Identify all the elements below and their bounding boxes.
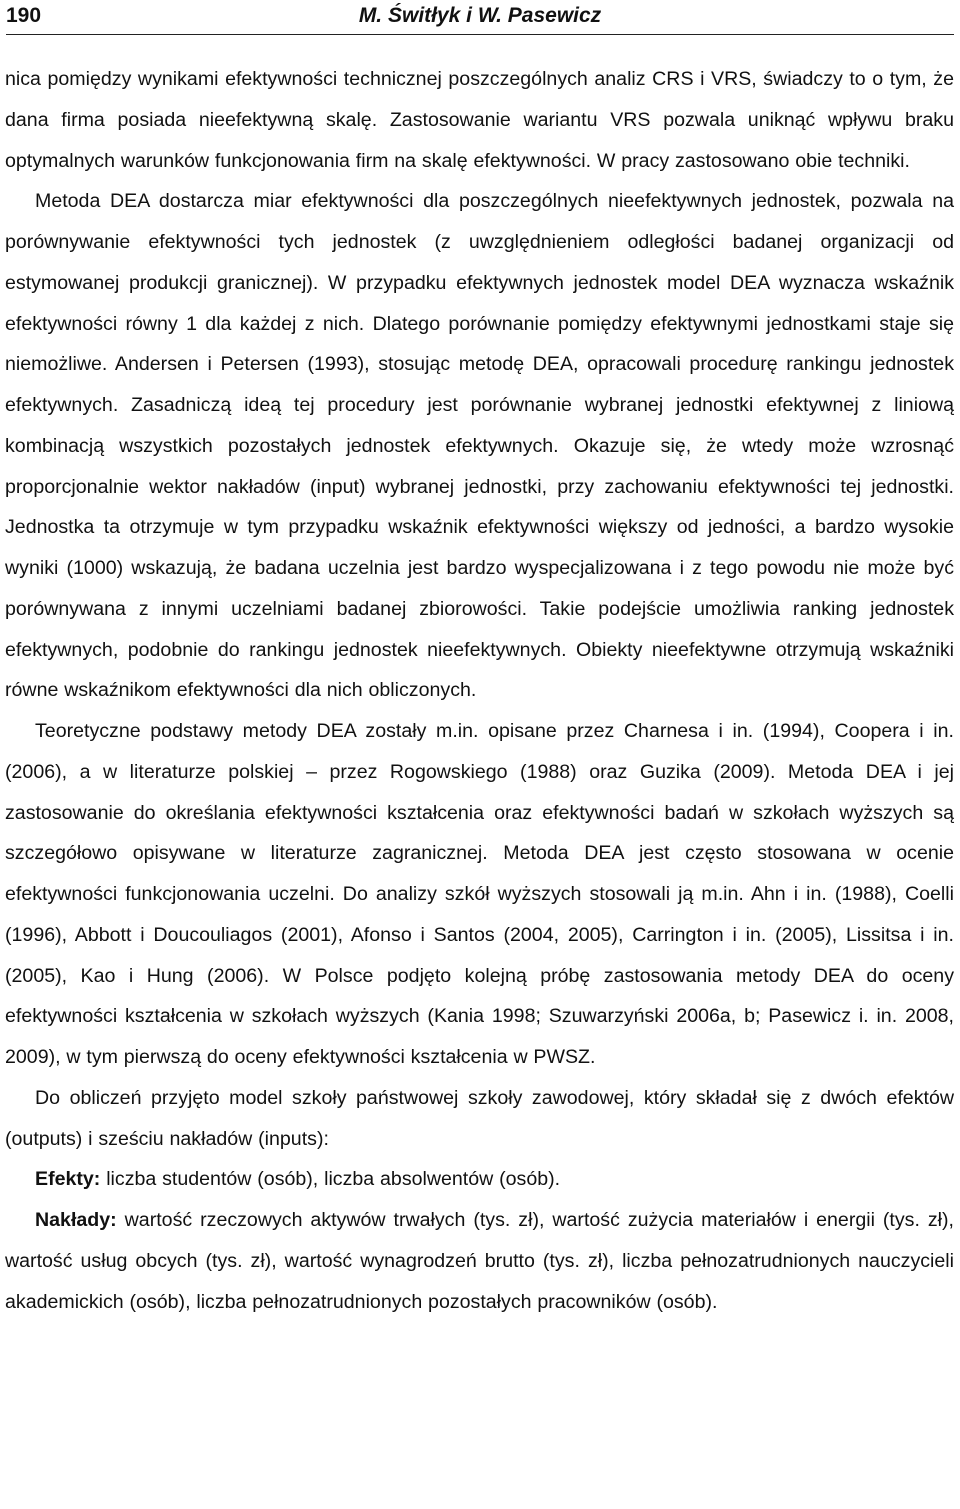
outputs-text: liczba studentów (osób), liczba absolwentów (osób). — [106, 1168, 561, 1191]
page-header — [6, 4, 954, 35]
page-number: 190 — [6, 4, 42, 27]
outputs-label: Efekty: — [35, 1168, 101, 1191]
paragraph-continuation: nica pomiędzy wynikami efektywności technicznej poszczególnych analiz CRS i VRS, świadczy to o tym, że dana firma posiada nieefektywną skalę. Zastosowanie wariantu VRS pozwala uniknąć wpływu braku optymalnych warunków funkcjonowania firm na skalę efektywności. W pracy zastosowano obie techniki. — [5, 68, 954, 172]
inputs-label: Nakłady: — [35, 1209, 117, 1231]
paragraph-model-intro: Do obliczeń przyjęto model szkoły państwowej szkoły zawodowej, który składał się z dwóch efektów (outputs) i sześciu nakładów (inputs): — [5, 1086, 954, 1150]
inputs-text: wartość rzeczowych aktywów trwałych (tys. zł), wartość zużycia materiałów i energii (tys. zł), wartość usług obcych (tys. zł), wartość wynagrodzeń brutto (tys. zł), liczba pełnozatrudnionych nauczycieli akademickich (osób), liczba pełnozatrudnionych pozostałych pracowników (osób). — [5, 1209, 954, 1313]
body-text — [5, 59, 954, 1322]
running-head: M. Świtłyk i W. Pasewicz — [358, 4, 602, 27]
inputs-definition — [5, 1200, 954, 1322]
outputs-definition — [5, 1159, 954, 1200]
paragraph-theory-literature: Teoretyczne podstawy metody DEA zostały m.in. opisane przez Charnesa i in. (1994), Coopera i in. (2006), a w literaturze polskiej – przez Rogowskiego (1988) oraz Guzika (2009). Metoda DEA i jej zastosowanie do określania efektywności kształcenia oraz efektywności badań w szkołach wyższych są szczegółowo opisywane w literaturze zagranicznej. Metoda DEA jest często stosowana w ocenie efektywności funkcjonowania uczelni. Do analizy szkół wyższych stosowali ją m.in. Ahn i in. (1988), Coelli (1996), Abbott i Doucouliagos (2001), Afonso i Santos (2004, 2005), Carrington i in. (2005), Lissitsa i in. (2005), Kao i Hung (2006). W Polsce podjęto kolejną próbę zastosowania metody DEA do oceny efektywności kształcenia w szkołach wyższych (Kania 1998; Szuwarzyński 2006a, b; Pasewicz i. in. 2008, 2009), w tym pierwszą do oceny efektywności kształcenia w PWSZ. — [5, 720, 954, 1068]
paragraph-dea-method: Metoda DEA dostarcza miar efektywności dla poszczególnych nieefektywnych jednostek, pozwala na porównywanie efektywności tych jednostek (z uwzględnieniem odległości badanej organizacji od estymowanej produkcji granicznej). W przypadku efektywnych jednostek model DEA wyznacza wskaźnik efektywności równy 1 dla każdej z nich. Dlatego porównanie pomiędzy efektywnymi jednostkami staje się niemożliwe. Andersen i Petersen (1993), stosując metodę DEA, opracowali procedurę rankingu jednostek efektywnych. Zasadniczą ideą tej procedury jest porównanie wybranej jednostki efektywnej z liniową kombinacją wszystkich pozostałych jednostek efektywnych. Okazuje się, że wtedy może wzrosnąć proporcjonalnie wektor nakładów (input) wybranej jednostki, przy zachowaniu efektywności tej jednostki. Jednostka ta otrzymuje w tym przypadku wskaźnik efektywności większy od jedności, a bardzo wysokie wyniki (1000) wskazują, że badana uczelnia jest bardzo wyspecjalizowana i z tego powodu nie może być porównywana z innymi uczelniami badanej zbiorowości. Takie podejście umożliwia ranking jednostek efektywnych, podobnie do rankingu jednostek nieefektywnych. Obiekty nieefektywne otrzymują wskaźniki równe wskaźnikom efektywności dla nich obliczonych. — [5, 190, 954, 702]
